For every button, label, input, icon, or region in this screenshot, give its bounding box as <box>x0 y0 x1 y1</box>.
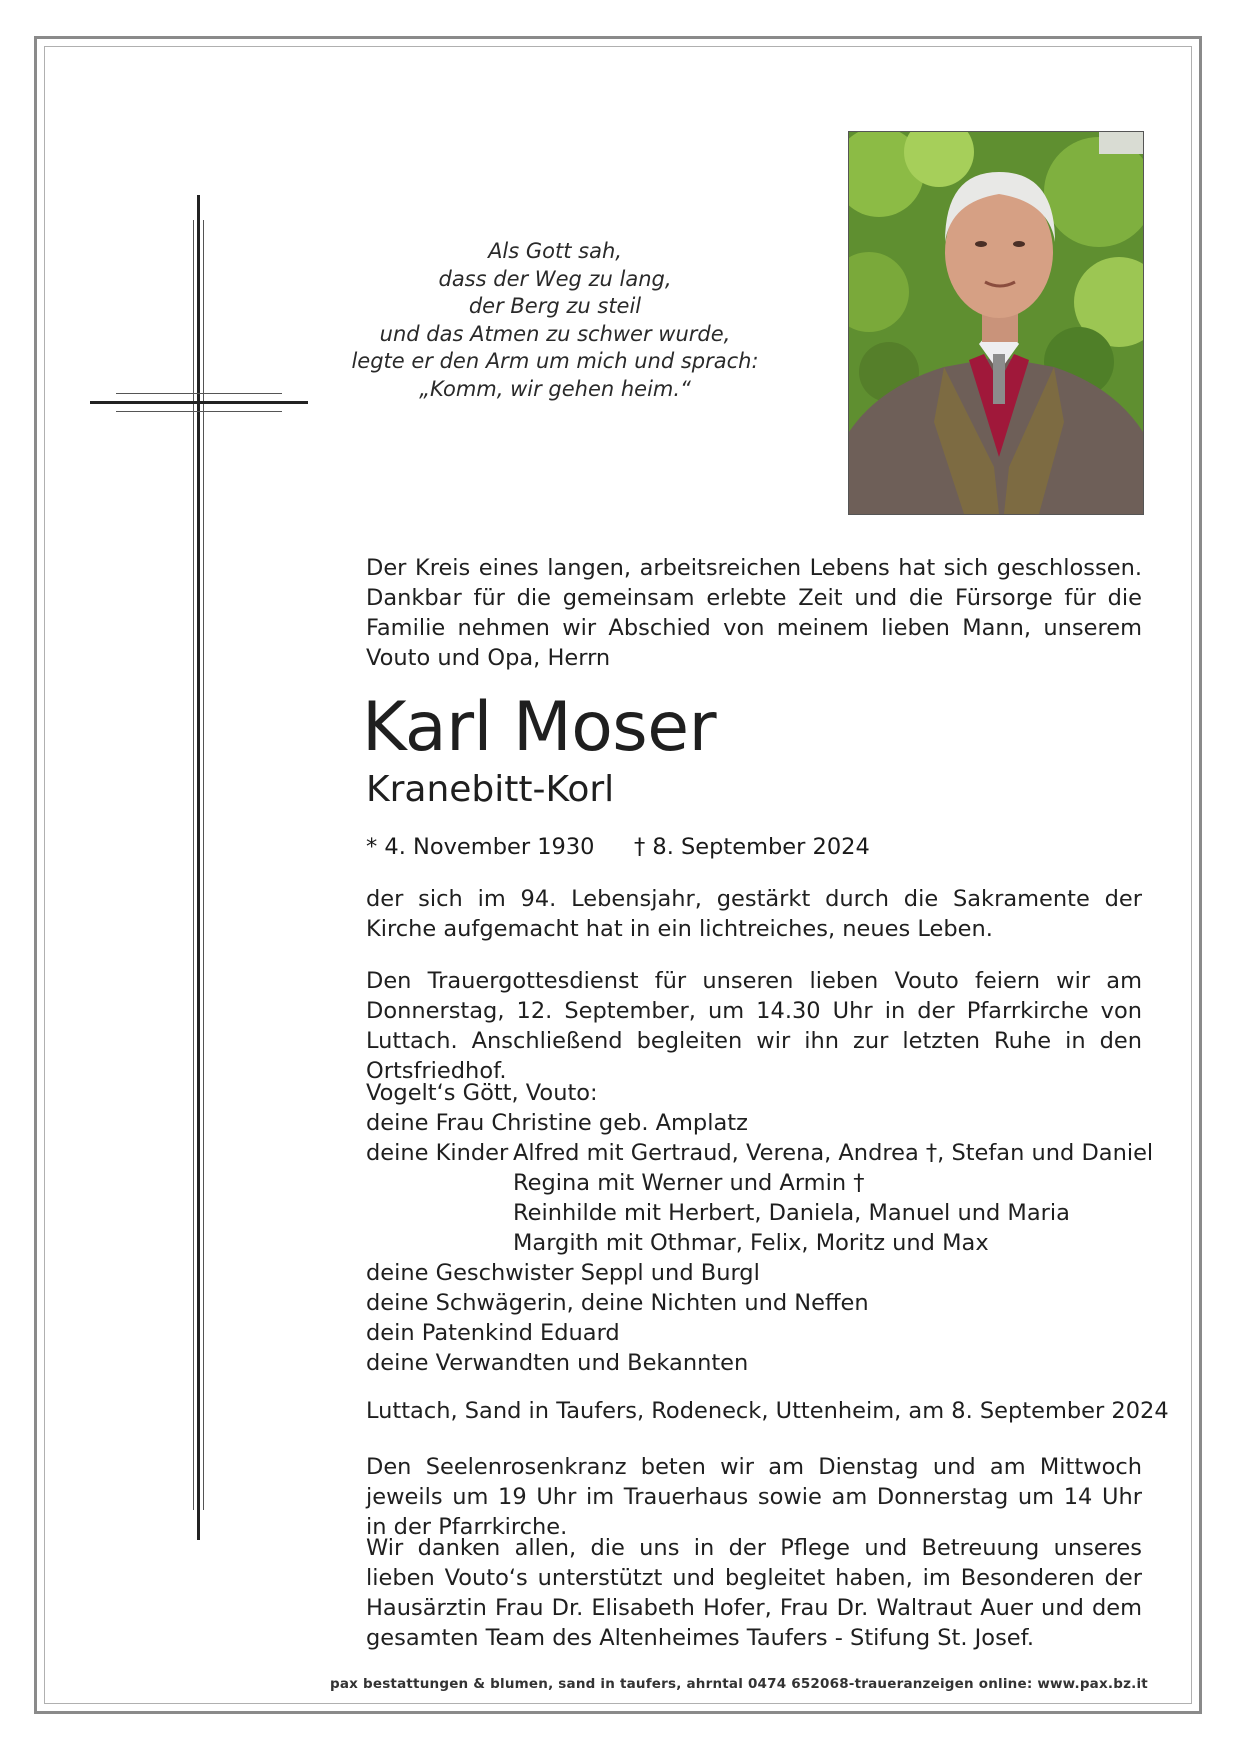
thanks-paragraph: Wir danken allen, die uns in der Pflege und Betreuung unseres lieben Vouto‘s unterstützt und begleitet haben, im Besonderen der Hausärztin Frau Dr. Elisabeth Hofer, Frau Dr. Waltraut Auer und dem gesamten Team des Altenheimes Taufers - Stifung St. Josef. <box>366 1535 1142 1651</box>
family-inlaws: deine Schwägerin, deine Nichten und Neffen <box>366 1290 869 1316</box>
family-kid: Margith mit Othmar, Felix, Moritz und Max <box>513 1230 989 1256</box>
family-relatives: deine Verwandten und Bekannten <box>366 1350 749 1376</box>
family-kid: Alfred mit Gertraud, Verena, Andrea †, Stefan und Daniel <box>513 1140 1154 1166</box>
deceased-name: Karl Moser <box>362 688 717 767</box>
portrait-photo <box>848 131 1144 515</box>
poem-line: „Komm, wir gehen heim.“ <box>419 376 691 401</box>
family-kid: Regina mit Werner und Armin † <box>513 1170 865 1196</box>
place-date: Luttach, Sand in Taufers, Rodeneck, Uttenheim, am 8. September 2024 <box>366 1398 1169 1424</box>
poem-line: legte er den Arm um mich und sprach: <box>351 349 759 373</box>
poem-line: dass der Weg zu lang, <box>438 266 672 291</box>
life-dates <box>366 832 870 862</box>
family-siblings: deine Geschwister Seppl und Burgl <box>366 1260 760 1286</box>
family-godchild: dein Patenkind Eduard <box>366 1320 620 1346</box>
family-kids-label: deine Kinder <box>366 1140 509 1166</box>
death-date: † 8. September 2024 <box>634 834 870 860</box>
poem <box>330 238 780 403</box>
family-kids-row <box>366 1138 1154 1168</box>
intro-text: Der Kreis eines langen, arbeitsreichen Lebens hat sich geschlossen. Dankbar für die gemeinsam erlebte Zeit und die Fürsorge für die Familie nehmen wir Abschied von meinem lieben Mann, unserem Vouto und Opa, Herrn <box>366 555 1142 671</box>
poem-line: Als Gott sah, <box>488 239 622 263</box>
family-greeting: Vogelt‘s Gött, Vouto: <box>366 1080 598 1106</box>
rosary-paragraph: Den Seelenrosenkranz beten wir am Dienstag und am Mittwoch jeweils um 19 Uhr im Trauerhaus sowie am Donnerstag um 14 Uhr in der Pfarrkirche. <box>366 1454 1142 1540</box>
cross-icon <box>90 195 308 1540</box>
deceased-nickname: Kranebitt-Korl <box>366 769 615 810</box>
family-list <box>366 1078 1154 1378</box>
birth-date: * 4. November 1930 <box>366 834 595 860</box>
life-paragraph: der sich im 94. Lebensjahr, gestärkt durch die Sakramente der Kirche aufgemacht hat in ein lichtreiches, neues Leben. <box>366 886 1142 942</box>
family-kid: Reinhilde mit Herbert, Daniela, Manuel und Maria <box>513 1200 1070 1226</box>
service-paragraph: Den Trauergottesdienst für unseren lieben Vouto feiern wir am Donnerstag, 12. September, um 14.30 Uhr in der Pfarrkirche von Luttach. Anschließend begleiten wir ihn zur letzten Ruhe in den Ortsfriedhof. <box>366 968 1142 1084</box>
footer-imprint: pax bestattungen & blumen, sand in taufers, ahrntal 0474 652068-traueranzeigen online: www.pax.bz.it <box>330 1676 1148 1692</box>
poem-line: und das Atmen zu schwer wurde, <box>379 321 731 346</box>
family-wife: deine Frau Christine geb. Amplatz <box>366 1110 748 1136</box>
poem-line: der Berg zu steil <box>468 294 642 318</box>
